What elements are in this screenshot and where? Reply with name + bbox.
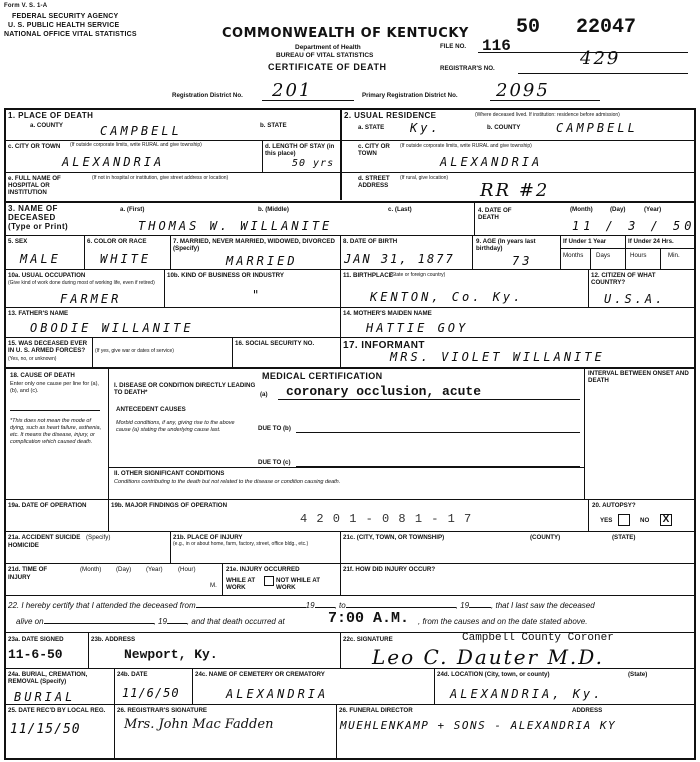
funeral-director-label: 26. FUNERAL DIRECTOR	[339, 707, 413, 714]
medical-certification-title: MEDICAL CERTIFICATION	[262, 371, 383, 381]
father-label: 13. FATHER'S NAME	[8, 310, 69, 317]
accident-label: 21a. ACCIDENT SUICIDE HOMICIDE	[8, 534, 81, 549]
reg-district-label: Registration District No.	[172, 92, 243, 99]
street-note: (If rural, give location)	[400, 175, 449, 181]
autopsy-yes-label: YES	[600, 517, 613, 524]
armed-label: 15. WAS DECEASED EVER IN U. S. ARMED FORCES?	[8, 340, 88, 354]
certificate-title: CERTIFICATE OF DEATH	[268, 62, 387, 72]
cause-of-death-label: 18. CAUSE OF DEATH	[10, 372, 75, 379]
while-at-work-checkbox[interactable]	[264, 576, 274, 586]
res-state: Ky.	[410, 121, 441, 135]
if-under-1-year: If Under 1 Year	[563, 238, 607, 245]
funeral-director-address-label: ADDRESS	[572, 707, 603, 714]
place-of-injury-label: 21b. PLACE OF INJURY	[173, 534, 243, 541]
certify-line-1: 22. I hereby certify that I attended the deceased from 19 , to , 19 , that I last saw the deceased	[8, 601, 595, 610]
first-name-label: a. (First)	[120, 206, 145, 213]
top-number-2: 22047	[576, 16, 637, 39]
armed-note-2: (If yes, give war or dates of service)	[95, 348, 174, 354]
age-label: 9. AGE (In years last birthday)	[476, 238, 536, 252]
place-of-injury-note: (e.g., in or about home, farm, factory, street, office bldg., etc.)	[173, 541, 309, 547]
street-label: d. STREET ADDRESS	[358, 175, 390, 189]
other-conditions-note: Conditions contributing to the death but not related to the disease or condition causing death.	[114, 479, 341, 485]
certify-line-2: alive on , 19 , and that death occurred at	[16, 617, 285, 626]
date-of-death-label: 4. DATE OF DEATH	[478, 207, 512, 221]
injury-occurred-label: 21e. INJURY OCCURRED	[226, 566, 300, 573]
injury-county-label: (COUNTY)	[530, 534, 561, 541]
usual-residence-title: 2. USUAL RESIDENCE	[344, 111, 437, 120]
primary-reg-label: Primary Registration District No.	[362, 92, 458, 99]
dept-line-2: BUREAU OF VITAL STATISTICS	[276, 52, 374, 59]
certify-line-3: , from the causes and on the date stated above.	[418, 617, 588, 626]
race-label: 6. COLOR OR RACE	[87, 238, 147, 245]
injury-hour-label: (Hour)	[178, 566, 196, 573]
residence-note: (Where deceased lived. If institution: residence before admission)	[475, 112, 620, 118]
res-state-label: a. STATE	[358, 124, 385, 131]
registrar-signature: Mrs. John Mac Fadden	[124, 717, 274, 732]
occupation-label: 10a. USUAL OCCUPATION	[8, 272, 86, 279]
autopsy-no-label: NO	[640, 517, 650, 524]
recd-date: 11/15/50	[10, 722, 81, 737]
coroner-signature: Leo C. Dauter M.D.	[372, 645, 604, 669]
agency-line-3: NATIONAL OFFICE VITAL STATISTICS	[4, 31, 137, 38]
min-label: Min.	[668, 252, 680, 259]
hospital-note: (If not in hospital or institution, give street address or location)	[92, 175, 229, 181]
father-name: OBODIE WILLANITE	[30, 321, 194, 335]
accident-specify: (Specify)	[86, 534, 111, 541]
res-street: RR #2	[480, 180, 550, 201]
stay-label: d. LENGTH OF STAY (in this place)	[265, 143, 335, 157]
injury-location-label: 21c. (CITY, TOWN, OR TOWNSHIP)	[343, 534, 445, 541]
file-no: 116	[482, 37, 511, 55]
cause-a: coronary occlusion, acute	[286, 384, 482, 399]
injury-year-label: (Year)	[146, 566, 163, 573]
autopsy-label: 20. AUTOPSY?	[592, 502, 636, 509]
death-time: 7:00 A.M.	[328, 610, 410, 627]
operation-date-label: 19a. DATE OF OPERATION	[8, 502, 87, 509]
date-signed: 11-6-50	[8, 647, 63, 662]
race: WHITE	[100, 252, 152, 266]
birthplace-note: (State or foreign country)	[390, 272, 446, 278]
date-signed-label: 23a. DATE SIGNED	[8, 636, 64, 643]
address-label: 23b. ADDRESS	[91, 636, 136, 643]
length-of-stay: 50 yrs	[292, 158, 335, 169]
cause-note: Enter only one cause per line for (a), (b), and (c).	[10, 381, 99, 394]
location-label: 24d. LOCATION (City, town, or county)	[437, 671, 550, 678]
cemetery-name: ALEXANDRIA	[226, 687, 329, 701]
age: 73	[512, 254, 533, 268]
registrar-no: 429	[580, 48, 621, 69]
due-to-c: DUE TO (c)	[258, 459, 291, 466]
disease-line-label: I. DISEASE OR CONDITION DIRECTLY LEADING TO DEATH*	[114, 382, 256, 396]
place-of-death-title: 1. PLACE OF DEATH	[8, 111, 94, 120]
hours-label: Hours	[630, 252, 647, 259]
birthplace-label: 11. BIRTHPLACE	[343, 272, 393, 279]
findings-stamp: 4 2 0 1 - 0 8 1 - 1 7	[300, 512, 473, 526]
burial-label: 24a. BURIAL, CREMATION, REMOVAL (Specify)	[8, 671, 88, 685]
agency-line-1: FEDERAL SECURITY AGENCY	[12, 13, 119, 20]
res-city: ALEXANDRIA	[440, 155, 543, 169]
birth-label: 8. DATE OF BIRTH	[343, 238, 398, 245]
location-state-label: (State)	[628, 671, 648, 678]
city-label: c. CITY OR TOWN	[8, 143, 61, 150]
res-city-label: c. CITY OR TOWN	[358, 143, 390, 157]
middle-name-label: b. (Middle)	[258, 206, 289, 213]
injury-day-label: (Day)	[116, 566, 132, 573]
time-of-injury-label: 21d. TIME OF INJURY	[8, 566, 48, 581]
dod-month-label: (Month)	[570, 206, 593, 213]
if-under-24-hrs: If Under 24 Hrs.	[628, 238, 674, 245]
sex: MALE	[20, 252, 61, 266]
informant: MRS. VIOLET WILLANITE	[390, 350, 605, 364]
ssn-label: 16. SOCIAL SECURITY NO.	[235, 340, 315, 347]
res-county-label: b. COUNTY	[487, 124, 521, 131]
state-label: b. STATE	[260, 122, 287, 129]
occupation-note: (Give kind of work done during most of working life, even if retired)	[8, 280, 155, 286]
mother-name: HATTIE GOY	[366, 321, 469, 335]
findings-label: 19b. MAJOR FINDINGS OF OPERATION	[111, 502, 228, 509]
certifier-address: Newport, Ky.	[124, 647, 218, 662]
injury-month-label: (Month)	[80, 566, 102, 573]
funeral-director: MUEHLENKAMP + SONS - ALEXANDRIA KY	[340, 719, 617, 732]
county-label: a. COUNTY	[30, 122, 64, 129]
coroner-stamp: Campbell County Coroner	[462, 632, 614, 644]
injury-m-label: M.	[210, 582, 217, 589]
occupation: FARMER	[60, 292, 122, 306]
burial-date: 11/6/50	[122, 686, 180, 700]
months-label: Months	[563, 252, 584, 259]
line-a-label: (a)	[260, 391, 268, 398]
morbid-note: Morbid conditions, if any, giving rise to the above cause (a) stating the underlying cause last.	[116, 420, 235, 433]
antecedent-label: ANTECEDENT CAUSES	[116, 406, 186, 413]
injury-state-label: (STATE)	[612, 534, 636, 541]
while-at-work-label: WHILE AT WORK	[226, 577, 256, 591]
top-number: 50	[516, 16, 541, 39]
dept-line-1: Department of Health	[295, 44, 361, 51]
last-name-label: c. (Last)	[388, 206, 412, 213]
industry: "	[252, 288, 263, 302]
deceased-name: THOMAS W. WILLANITE	[138, 219, 333, 233]
birthplace: KENTON, Co. Ky.	[370, 290, 524, 304]
due-to-b: DUE TO (b)	[258, 425, 291, 432]
registrar-no-label: REGISTRAR'S NO.	[440, 65, 495, 72]
city-note: (If outside corporate limits, write RURAL and give township)	[70, 142, 202, 148]
days-label: Days	[596, 252, 611, 259]
reg-district-no: 201	[272, 80, 313, 101]
marital-label: 7. MARRIED, NEVER MARRIED, WIDOWED, DIVORCED (Specify)	[173, 238, 335, 252]
death-county: CAMPBELL	[100, 124, 182, 138]
form-number: Form V. S. 1-A	[4, 3, 48, 9]
armed-note-1: (Yes, no, or unknown)	[8, 356, 57, 362]
name-label: 3. NAME OF DECEASED (Type or Print)	[8, 204, 69, 231]
autopsy-no-checkbox[interactable]: X	[660, 514, 672, 526]
death-city: ALEXANDRIA	[62, 155, 165, 169]
file-no-label: FILE NO.	[440, 43, 467, 50]
autopsy-yes-checkbox[interactable]	[618, 514, 630, 526]
burial-date-label: 24b. DATE	[117, 671, 148, 678]
dod-year-label: (Year)	[644, 206, 662, 213]
other-conditions-label: II. OTHER SIGNIFICANT CONDITIONS	[114, 470, 225, 477]
star-note: *This does not mean the mode of dying, such as heart failure, asthenia, etc. It means the disease, injury, or complication which caused death.	[10, 418, 102, 445]
how-injury-label: 21f. HOW DID INJURY OCCUR?	[343, 566, 436, 573]
hospital-label: e. FULL NAME OF HOSPITAL OR INSTITUTION	[8, 175, 61, 196]
informant-label: 17. INFORMANT	[343, 340, 425, 351]
interval-label: INTERVAL BETWEEN ONSET AND DEATH	[588, 370, 689, 384]
not-while-at-work-label: NOT WHILE AT WORK	[276, 577, 320, 591]
recd-label: 25. DATE REC'D BY LOCAL REG.	[8, 707, 106, 714]
primary-reg-no: 2095	[496, 80, 550, 101]
res-city-note: (If outside corporate limits, write RURAL and give township)	[400, 143, 532, 149]
burial-method: BURIAL	[14, 690, 76, 704]
mother-label: 14. MOTHER'S MAIDEN NAME	[343, 310, 432, 317]
burial-location: ALEXANDRIA, Ky.	[450, 687, 604, 701]
cemetery-label: 24c. NAME OF CEMETERY OR CREMATORY	[195, 671, 325, 678]
citizen: U.S.A.	[604, 292, 666, 306]
sex-label: 5. SEX	[8, 238, 28, 245]
date-of-death: 11 / 3 / 50	[572, 219, 696, 233]
agency-line-2: U. S. PUBLIC HEALTH SERVICE	[8, 22, 120, 29]
commonwealth-title: COMMONWEALTH OF KENTUCKY	[222, 26, 469, 41]
dod-day-label: (Day)	[610, 206, 626, 213]
registrar-signature-label: 26. REGISTRAR'S SIGNATURE	[117, 707, 208, 714]
res-county: CAMPBELL	[556, 121, 638, 135]
industry-label: 10b. KIND OF BUSINESS OR INDUSTRY	[167, 272, 285, 279]
citizen-label: 12. CITIZEN OF WHAT COUNTRY?	[591, 272, 656, 286]
signature-label: 22c. SIGNATURE	[343, 636, 393, 643]
marital-status: MARRIED	[226, 254, 298, 268]
date-of-birth: JAN 31, 1877	[344, 252, 455, 266]
